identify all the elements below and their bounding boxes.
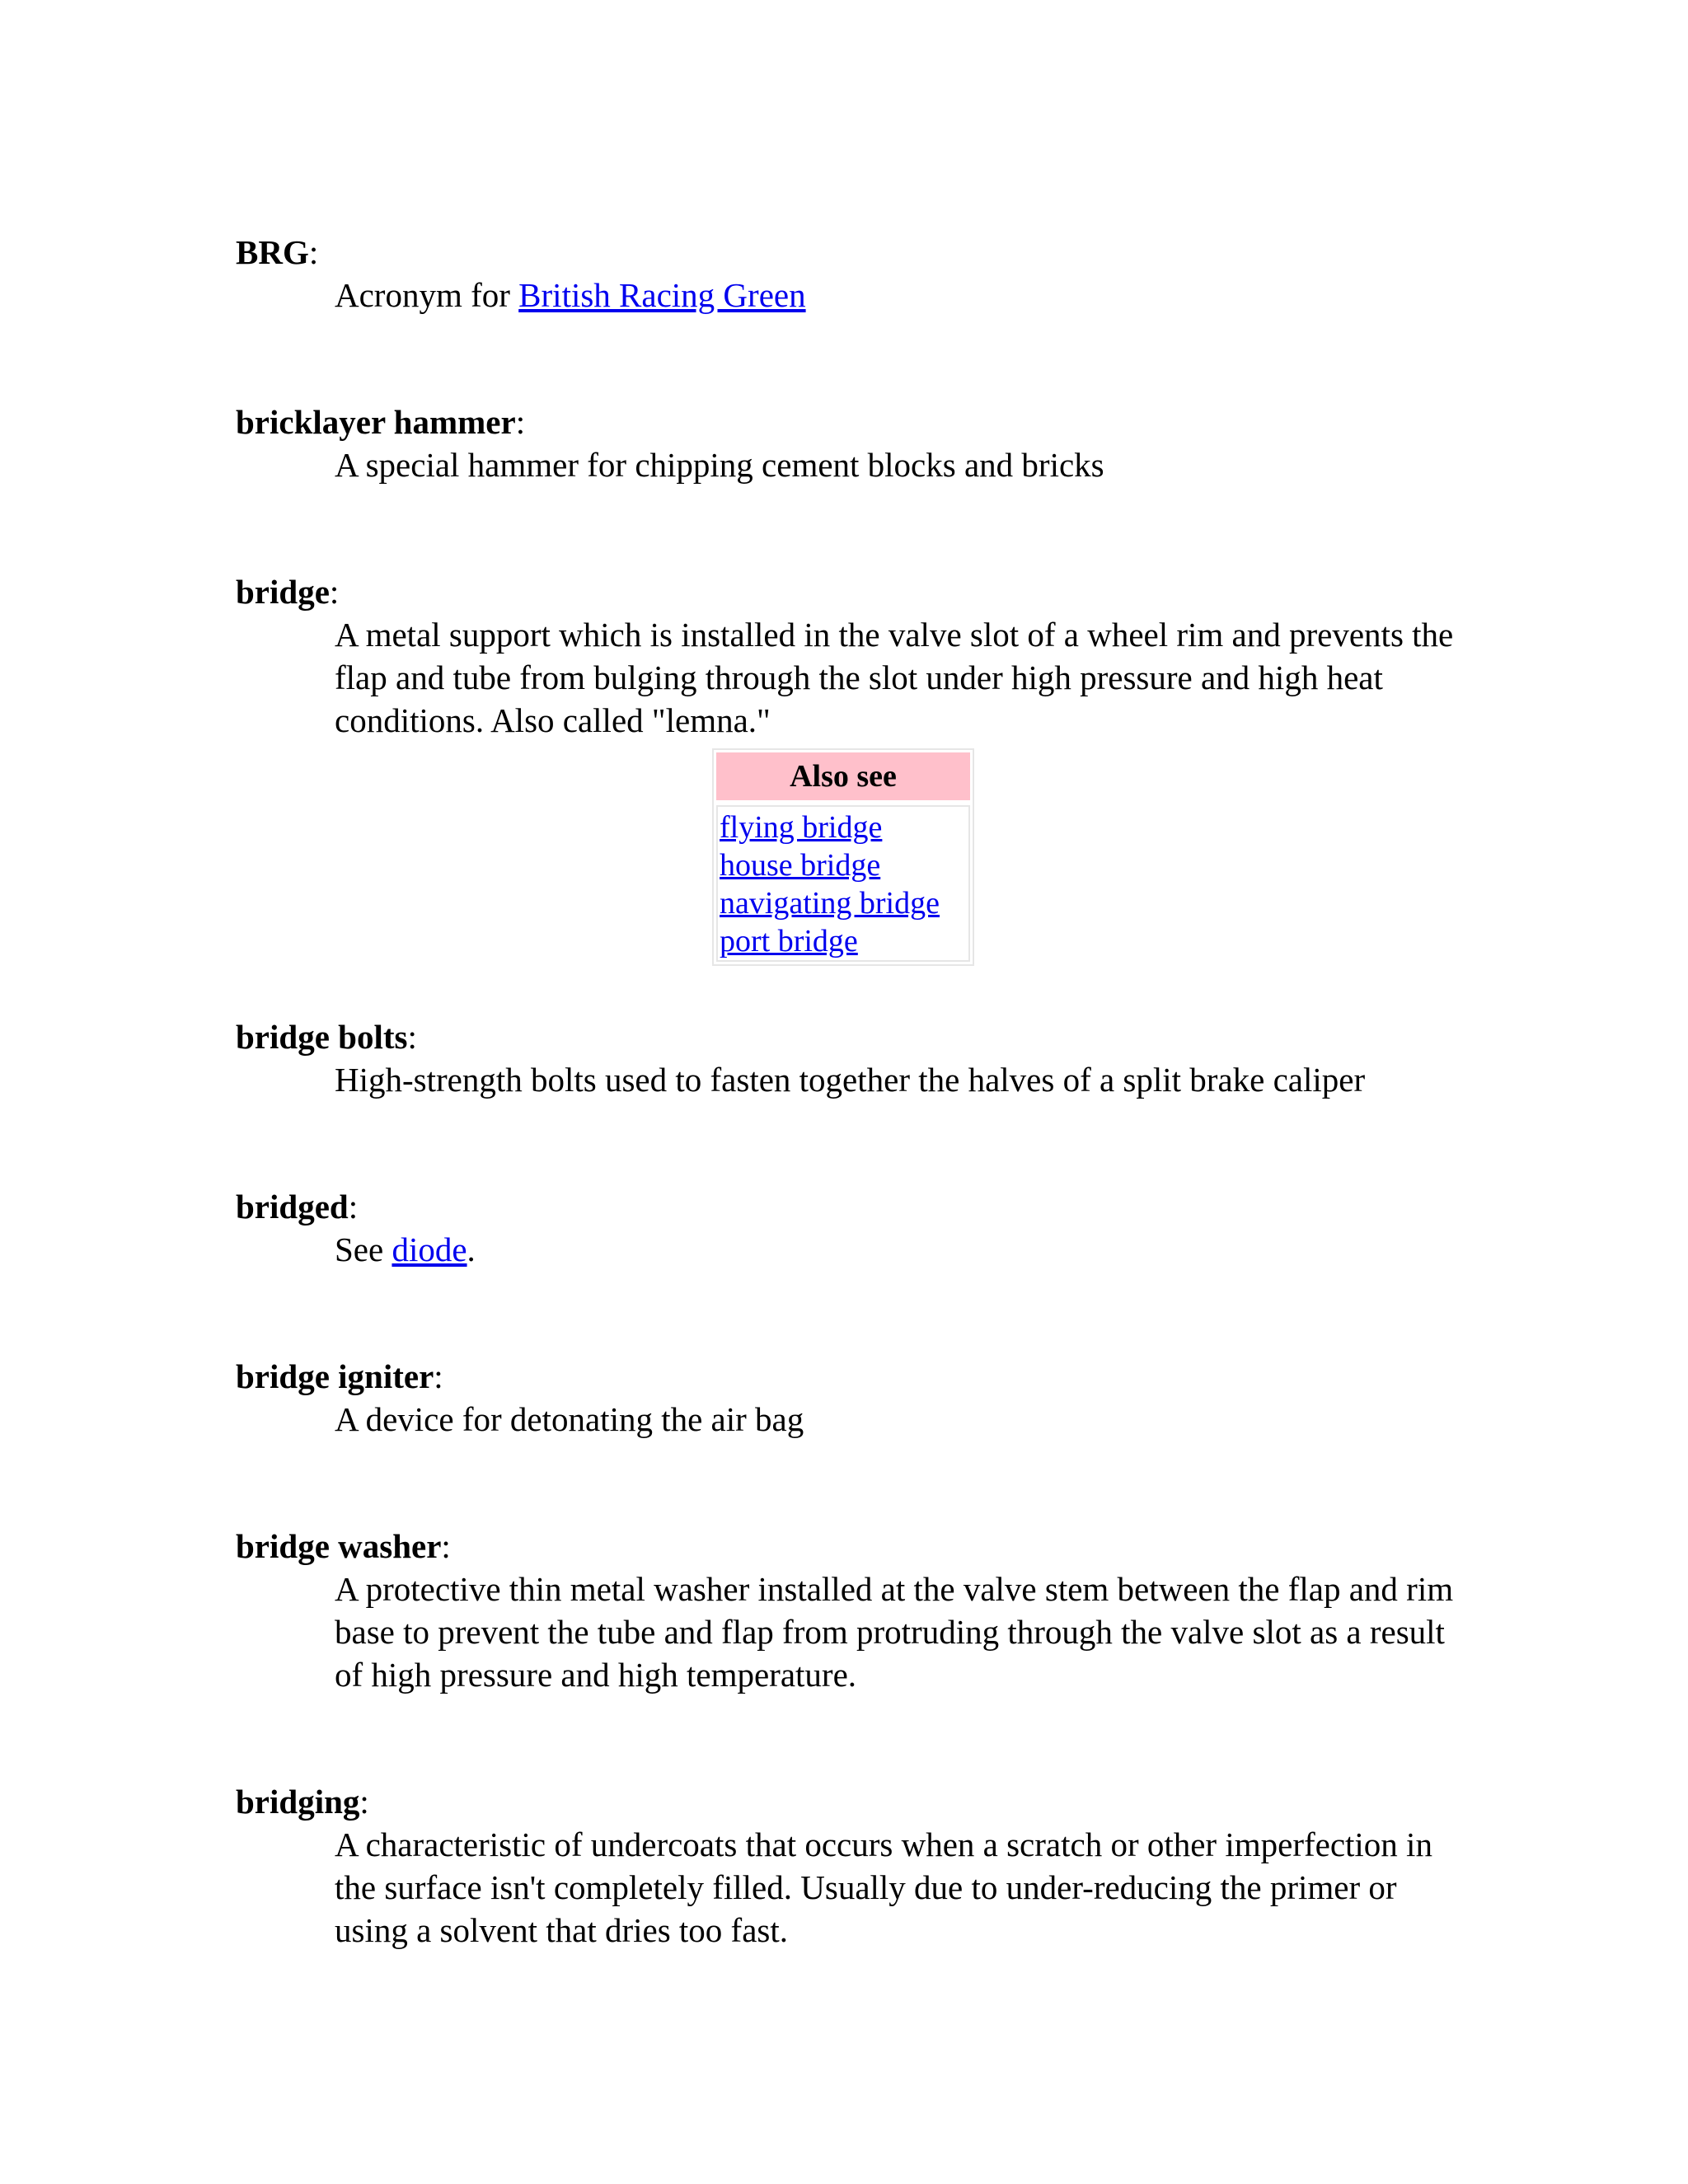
definition: A characteristic of undercoats that occurs when a scratch or other imperfection in the surface isn't completely filled. Usually due to under-reducing the primer or using a solvent that dries too fast. <box>335 1825 1432 1949</box>
definition-prefix: See <box>335 1230 392 1268</box>
colon: : <box>441 1527 451 1565</box>
term-line <box>236 570 1456 613</box>
british-racing-green-link[interactable]: British Racing Green <box>518 276 806 314</box>
colon: : <box>329 573 340 611</box>
term: BRG <box>236 233 309 271</box>
definition-prefix: Acronym for <box>335 276 519 314</box>
also-see-list <box>716 805 970 962</box>
definition: A device for detonating the air bag <box>335 1400 804 1438</box>
also-see-link-house-bridge[interactable]: house bridge <box>720 848 881 883</box>
term-line <box>236 231 1456 274</box>
definition: A protective thin metal washer installed at the valve stem between the flap and rim base to prevent the tube and flap from protruding through the valve slot as a result of high pressure and high temperature. <box>335 1570 1454 1694</box>
definition <box>335 274 1456 316</box>
term-line <box>236 401 1456 443</box>
also-see-link-port-bridge[interactable]: port bridge <box>720 924 858 958</box>
glossary-entry-bridging <box>236 1780 1456 1952</box>
colon: : <box>308 233 319 271</box>
glossary-entry-brg <box>236 231 1456 316</box>
term: bridging <box>236 1783 360 1821</box>
glossary-entry-bridge <box>236 570 1456 966</box>
term-line <box>236 1525 1456 1568</box>
also-see-link-flying-bridge[interactable]: flying bridge <box>720 810 883 845</box>
glossary-page <box>236 231 1456 2036</box>
term: bridge washer <box>236 1527 442 1565</box>
also-see-link-navigating-bridge[interactable]: navigating bridge <box>720 886 940 921</box>
colon: : <box>348 1188 359 1226</box>
term: bridge igniter <box>236 1357 434 1395</box>
colon: : <box>434 1357 443 1395</box>
colon: : <box>407 1018 417 1056</box>
term-line <box>236 1780 1456 1823</box>
term: bricklayer hammer <box>236 403 516 441</box>
colon: : <box>359 1783 369 1821</box>
glossary-entry-bridge-bolts <box>236 1015 1456 1101</box>
definition: High-strength bolts used to fasten together the halves of a split brake caliper <box>335 1061 1366 1099</box>
definition-suffix: . <box>467 1230 476 1268</box>
term-line <box>236 1185 1456 1228</box>
colon: : <box>515 403 526 441</box>
glossary-entry-bricklayer-hammer <box>236 401 1456 486</box>
definition: A metal support which is installed in the valve slot of a wheel rim and prevents the flap and tube from bulging through the slot under high pressure and high heat conditions. Also called "lemna." <box>335 616 1454 739</box>
term-line <box>236 1015 1456 1058</box>
term-line <box>236 1355 1456 1398</box>
also-see-box <box>712 748 974 966</box>
definition: A special hammer for chipping cement blocks and bricks <box>335 446 1104 484</box>
also-see-title: Also see <box>716 752 970 800</box>
term: bridge <box>236 573 330 611</box>
term: bridged <box>236 1188 349 1226</box>
diode-link[interactable]: diode <box>392 1230 467 1268</box>
glossary-entry-bridged <box>236 1185 1456 1271</box>
term: bridge bolts <box>236 1018 408 1056</box>
glossary-entry-bridge-washer <box>236 1525 1456 1696</box>
glossary-entry-bridge-igniter <box>236 1355 1456 1441</box>
definition <box>335 1228 1456 1271</box>
